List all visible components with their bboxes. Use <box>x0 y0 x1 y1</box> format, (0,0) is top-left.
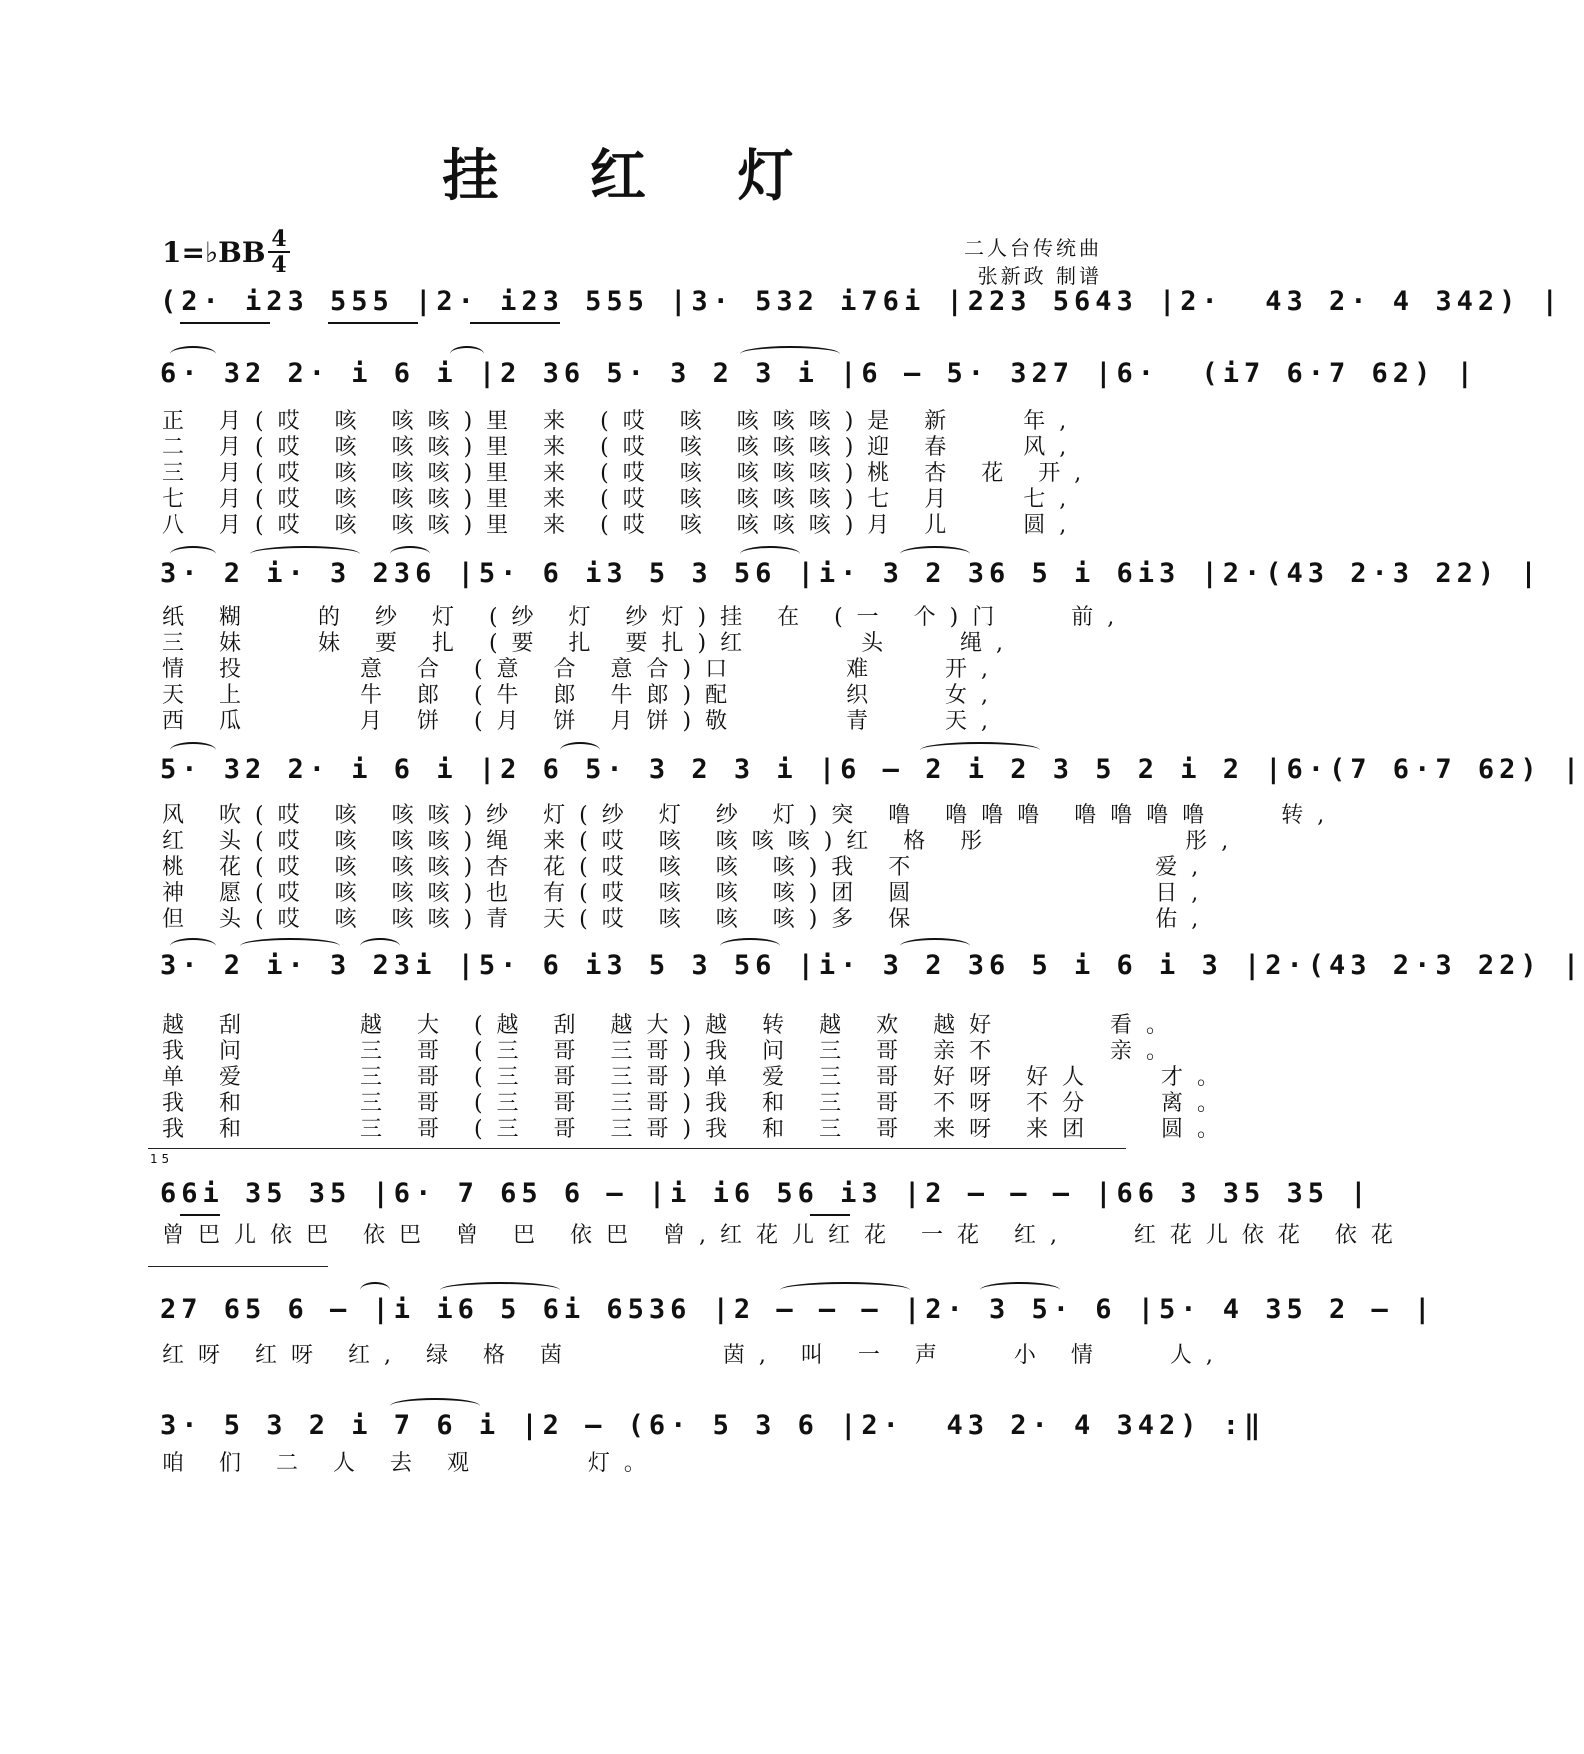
lyric-line: 天 上 牛 郎 (牛 郎 牛郎)配 织 女, <box>162 683 1003 708</box>
lyric-line: 红 头(哎 咳 咳咳)绳 来(哎 咳 咳咳咳)红 格 彤 彤, <box>162 829 1243 854</box>
notation-row-2 <box>160 340 1478 410</box>
notation-row-7 <box>160 1276 1436 1346</box>
lyric-line: 风 吹(哎 咳 咳咳)纱 灯(纱 灯 纱 灯)突 噜 噜噜噜 噜噜噜噜 转, <box>162 803 1339 828</box>
key-label: 1=♭B <box>162 236 242 269</box>
lyric-line: 我 和 三 哥 (三 哥 三哥)我 和 三 哥 不呀 不分 离。 <box>162 1091 1234 1116</box>
notation-line: 5· 32 2· i 6 i |2 6 5· 3 2 3 i |6 – 2 i 2 3 5 2 i 2 |6·(7 6·7 62) | <box>160 754 1584 785</box>
lyric-line: 越 刮 越 大 (越 刮 越大)越 转 越 欢 越好 看。 <box>162 1013 1183 1038</box>
notation-row-6 <box>160 1160 1372 1230</box>
arranger-credit: 张新政 制谱 <box>977 264 1102 288</box>
lyric-line: 神 愿(哎 咳 咳咳)也 有(哎 咳 咳 咳)团 圆 日, <box>162 881 1213 906</box>
section-marker: 1 5 <box>150 1152 170 1166</box>
section-divider <box>148 1148 1126 1149</box>
lyric-line: 三 月(哎 咳 咳咳)里 来 (哎 咳 咳咳咳)桃 杏 花 开, <box>162 461 1096 486</box>
lyric-line: 桃 花(哎 咳 咳咳)杏 花(哎 咳 咳 咳)我 不 爱, <box>162 855 1213 880</box>
lyric-line: 七 月(哎 咳 咳咳)里 来 (哎 咳 咳咳咳)七 月 七, <box>162 487 1081 512</box>
lyric-line: 单 爱 三 哥 (三 哥 三哥)单 爱 三 哥 好呀 好人 才。 <box>162 1065 1234 1090</box>
notation-line: 3· 5 3 2 i 7 6 i |2 – (6· 5 3 6 |2· 43 2· 4 342) :‖ <box>160 1410 1266 1441</box>
lyric-line: 正 月(哎 咳 咳咳)里 来 (哎 咳 咳咳咳)是 新 年, <box>162 409 1081 434</box>
lyric-line: 我 问 三 哥 (三 哥 三哥)我 问 三 哥 亲不 亲。 <box>162 1039 1183 1064</box>
section-divider <box>148 1266 328 1267</box>
lyric-line: 西 瓜 月 饼 (月 饼 月饼)敬 青 天, <box>162 709 1003 734</box>
lyric-line: 但 头(哎 咳 咳咳)青 天(哎 咳 咳 咳)多 保 佑, <box>162 907 1213 932</box>
notation-line: 6· 32 2· i 6 i |2 36 5· 3 2 3 i |6 – 5· 327 |6· (i7 6·7 62) | <box>160 358 1478 389</box>
lyric-line: 三 妹 妹 要 扎 (要 扎 要扎)红 头 绳, <box>162 631 1018 656</box>
key-signature: 1=♭BB <box>162 236 266 269</box>
lyric-line: 情 投 意 合 (意 合 意合)口 难 开, <box>162 657 1003 682</box>
lyric-line: 曾巴儿依巴 依巴 曾 巴 依巴 曾,红花儿红花 一花 红, 红花儿依花 依花 <box>162 1223 1407 1248</box>
composer-credit: 二人台传统曲 <box>964 236 1102 260</box>
notation-row-3 <box>160 540 1542 610</box>
song-title: 挂 红 灯 <box>442 143 830 209</box>
lyric-line: 咱 们 二 人 去 观 灯。 <box>162 1451 660 1476</box>
time-bottom: 4 <box>271 252 287 278</box>
lyric-line: 纸 糊 的 纱 灯 (纱 灯 纱灯)挂 在 (一 个)门 前, <box>162 605 1129 630</box>
lyric-line: 红呀 红呀 红, 绿 格 茵 茵, 叫 一 声 小 情 人, <box>162 1343 1227 1368</box>
notation-line: 66i 35 35 |6· 7 65 6 – |i i6 56 i3 |2 – – – |66 3 35 35 | <box>160 1178 1372 1209</box>
time-top: 4 <box>271 226 287 252</box>
notation-line: 27 65 6 – |i i6 5 6i 6536 |2 – – – |2· 3 5· 6 |5· 4 35 2 – | <box>160 1294 1436 1325</box>
notation-line: (2· i23 555 |2· i23 555 |3· 532 i76i |223 5643 |2· 43 2· 4 342) | <box>160 286 1563 317</box>
lyric-line: 二 月(哎 咳 咳咳)里 来 (哎 咳 咳咳咳)迎 春 风, <box>162 435 1081 460</box>
notation-line: 3· 2 i· 3 236 |5· 6 i3 5 3 56 |i· 3 2 36 5 i 6i3 |2·(43 2·3 22) | <box>160 558 1542 589</box>
notation-row-5 <box>160 932 1584 1002</box>
notation-line: 3· 2 i· 3 23i |5· 6 i3 5 3 56 |i· 3 2 36 5 i 6 i 3 |2·(43 2·3 22) | <box>160 950 1584 981</box>
lyric-line: 八 月(哎 咳 咳咳)里 来 (哎 咳 咳咳咳)月 儿 圆, <box>162 513 1081 538</box>
notation-row-4 <box>160 736 1584 806</box>
notation-row-1 <box>160 268 1563 338</box>
lyric-line: 我 和 三 哥 (三 哥 三哥)我 和 三 哥 来呀 来团 圆。 <box>162 1117 1234 1142</box>
